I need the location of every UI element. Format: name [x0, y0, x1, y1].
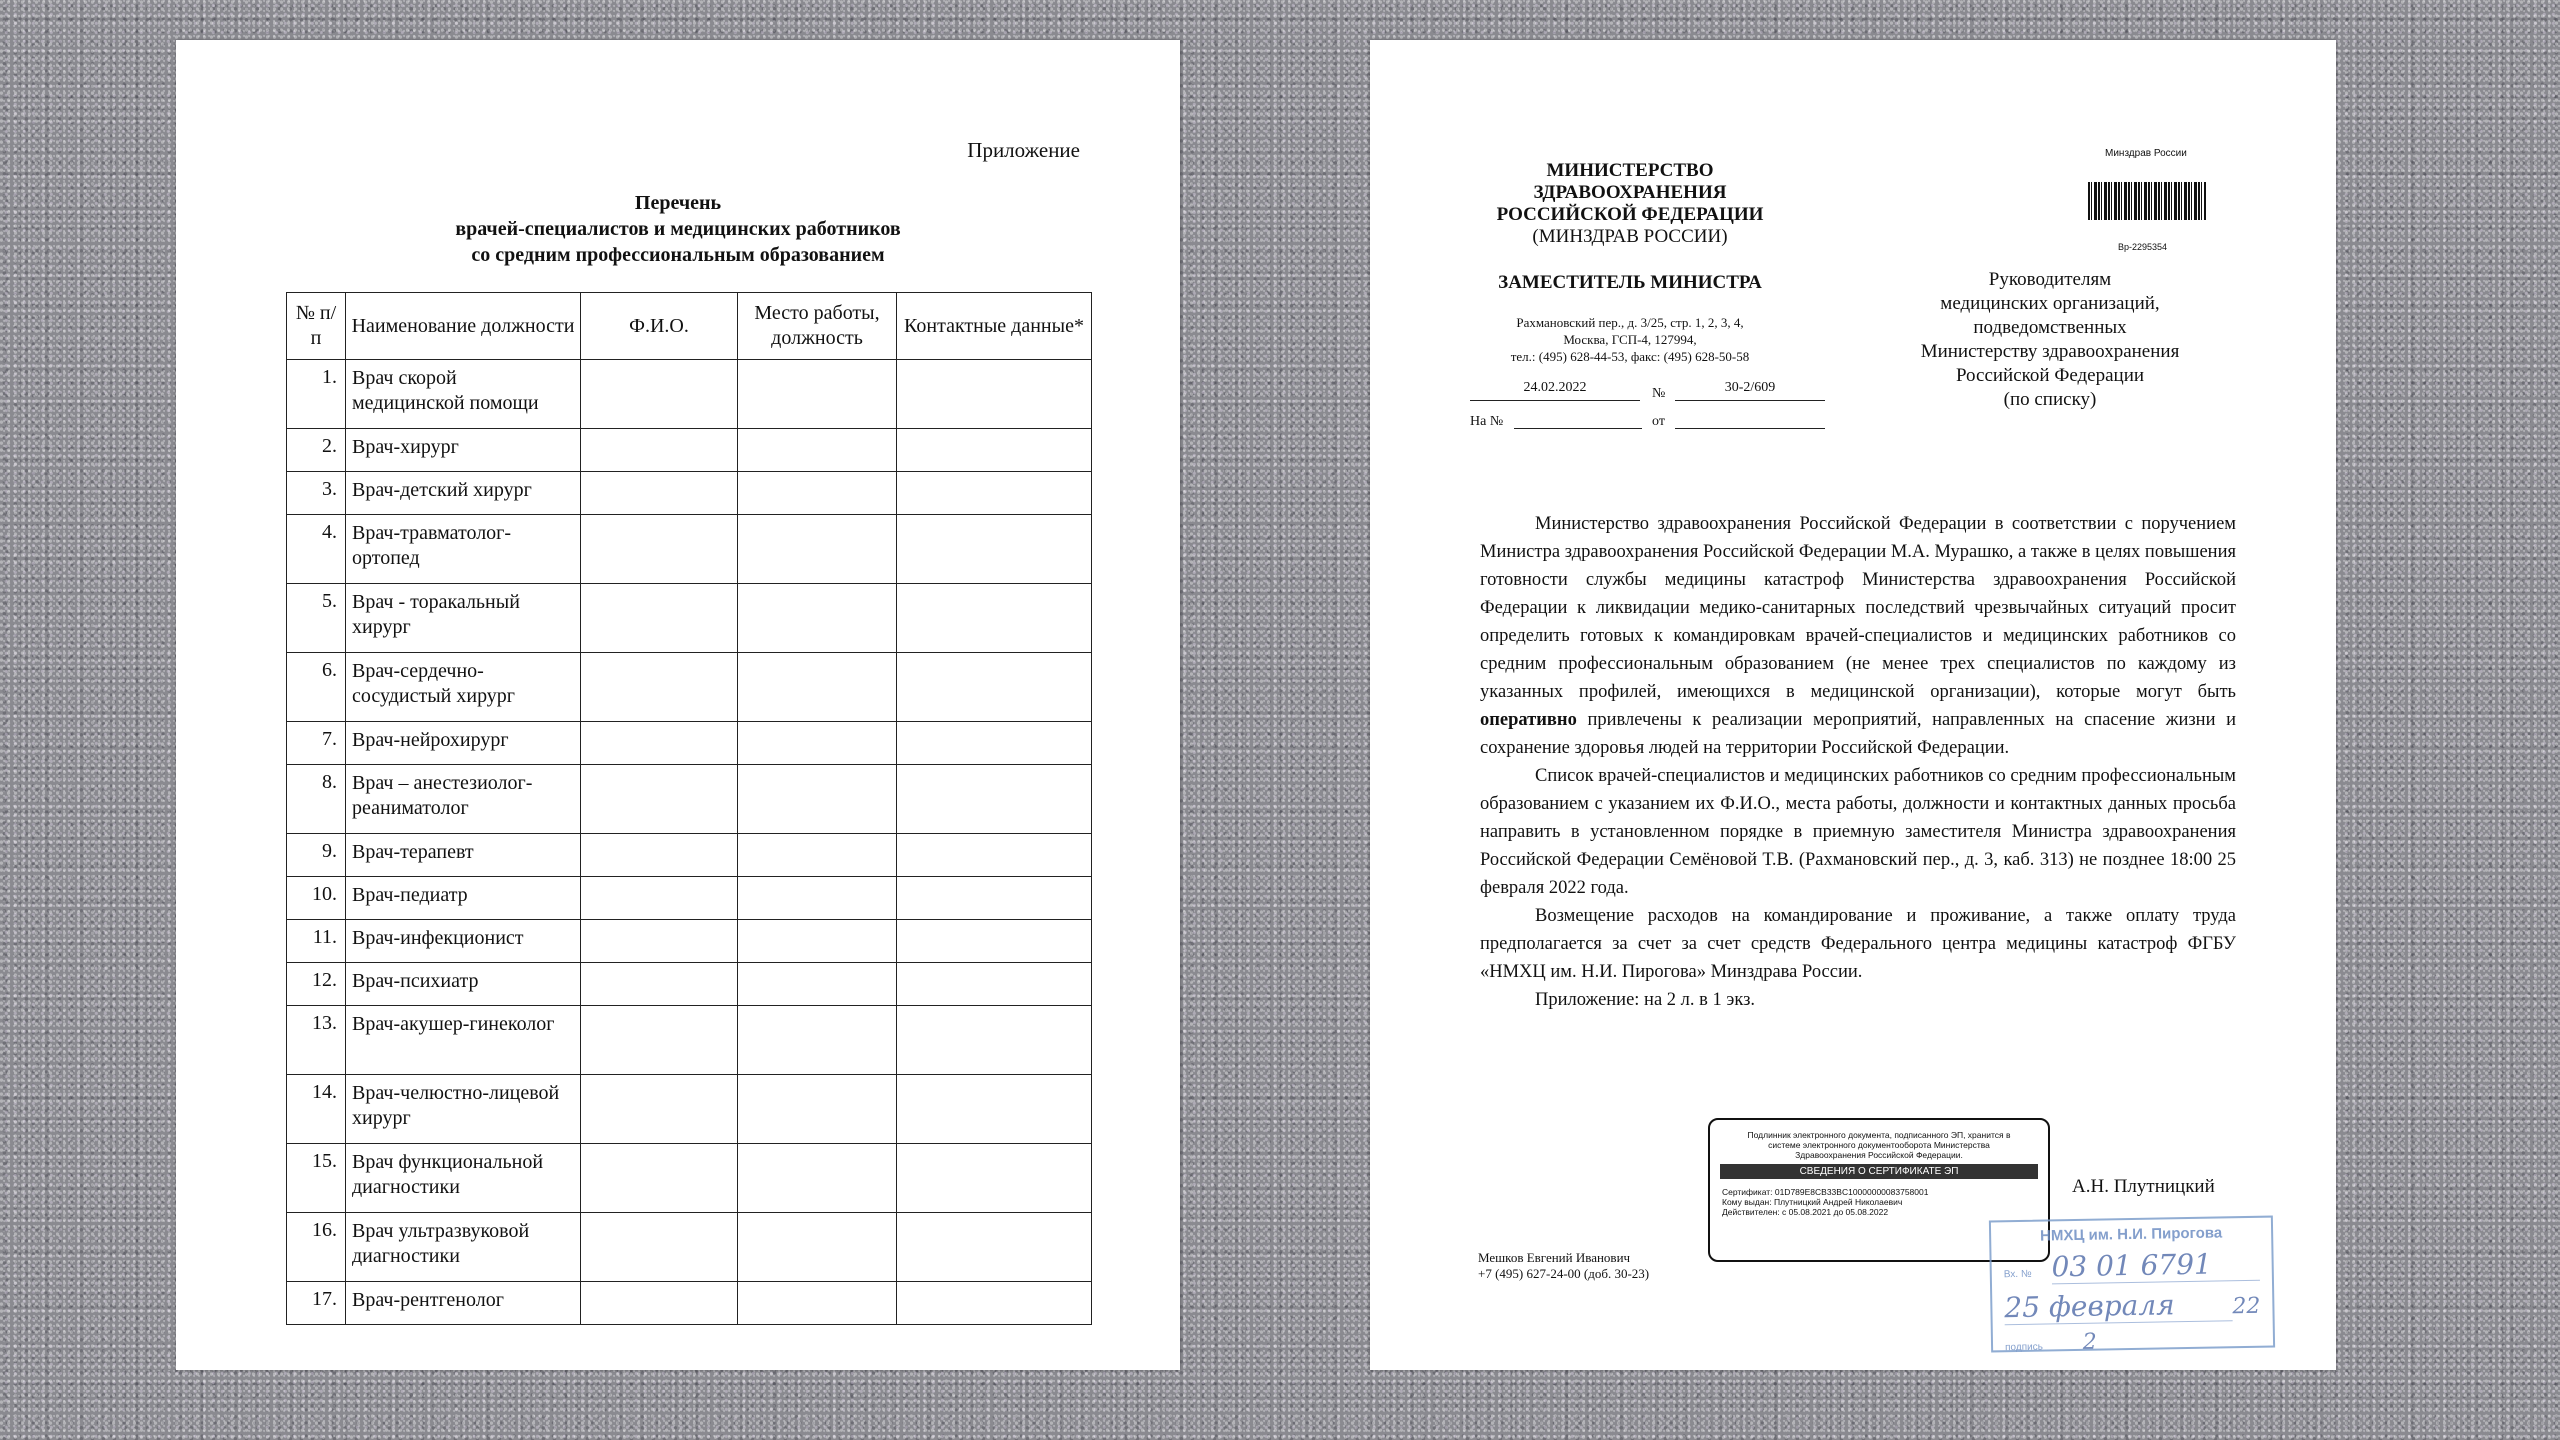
- row-contacts-cell: [897, 765, 1092, 834]
- ref-label: На №: [1470, 414, 1504, 429]
- table-row: [287, 1213, 1092, 1282]
- row-workplace-cell: [738, 920, 897, 963]
- row-name-cell: [581, 360, 738, 429]
- row-contacts-cell: [897, 584, 1092, 653]
- executor-name: Мешков Евгений Иванович: [1478, 1250, 1631, 1265]
- certificate-validity: Действителен: с 05.08.2021 до 05.08.2022: [1722, 1207, 1889, 1217]
- executor-phone: +7 (495) 627-24-00 (доб. 30-23): [1478, 1266, 1650, 1281]
- row-position: Врач-психиатр: [346, 963, 581, 1006]
- emphasis-operatively: оперативно: [1480, 710, 1577, 730]
- letter-page: [1370, 40, 2336, 1370]
- ref-field: [1514, 414, 1642, 429]
- row-workplace-cell: [738, 877, 897, 920]
- table-body: [287, 360, 1092, 1325]
- row-number: 3.: [287, 472, 346, 515]
- recipient-line: Российской Федерации: [1955, 365, 2145, 386]
- paragraph-request: [1480, 510, 2236, 762]
- row-contacts-cell: [897, 653, 1092, 722]
- row-name-cell: [581, 653, 738, 722]
- table-header-row: [287, 293, 1092, 360]
- col-header-contacts: Контактные данные*: [897, 293, 1092, 360]
- row-position: Врач-акушер-гинеколог: [346, 1006, 581, 1075]
- paragraph-text: привлечены к реализации мероприятий, направленных на спасение жизни и сохранение здоровья людей на территории Российской Федерации.: [1480, 710, 2236, 758]
- row-workplace-cell: [738, 1213, 897, 1282]
- row-workplace-cell: [738, 515, 897, 584]
- recipient-line: медицинских организаций,: [1940, 293, 2160, 314]
- row-contacts-cell: [897, 1282, 1092, 1325]
- table-row: [287, 515, 1092, 584]
- col-header-workplace: Место работы, должность: [738, 293, 897, 360]
- signer-name: А.Н. Плутницкий: [2072, 1176, 2215, 1197]
- row-workplace-cell: [738, 584, 897, 653]
- row-name-cell: [581, 1006, 738, 1075]
- stamp-in-label: Вх. №: [2003, 1268, 2032, 1281]
- row-number: 1.: [287, 360, 346, 429]
- row-name-cell: [581, 429, 738, 472]
- ministry-line: МИНИСТЕРСТВО: [1546, 160, 1714, 181]
- row-name-cell: [581, 877, 738, 920]
- row-contacts-cell: [897, 1006, 1092, 1075]
- appendix-label: Приложение: [967, 138, 1080, 162]
- paragraph-submission: Список врачей-специалистов и медицинских работников со средним профессиональным образованием с указанием их Ф.И.О., места работы, должности и контактных данных просьба направить в установленном порядке в приемную заместителя Министра здравоохранения Российской Федерации Семёновой Т.В. (Рахмановский пер., д. 3, каб. 313) не позднее 18:00 25 февраля 2022 года.: [1480, 766, 2236, 898]
- row-contacts-cell: [897, 834, 1092, 877]
- executor-block: [1478, 1250, 1649, 1282]
- row-position: Врач-травматолог-ортопед: [346, 515, 581, 584]
- ministry-header: [1470, 160, 1790, 248]
- row-contacts-cell: [897, 1075, 1092, 1144]
- row-workplace-cell: [738, 834, 897, 877]
- row-workplace-cell: [738, 653, 897, 722]
- recipient-line: Министерству здравоохранения: [1920, 341, 2180, 362]
- row-workplace-cell: [738, 1282, 897, 1325]
- row-name-cell: [581, 1075, 738, 1144]
- registration-block: [1470, 380, 1810, 448]
- row-workplace-cell: [738, 360, 897, 429]
- table-row: [287, 877, 1092, 920]
- row-position: Врач-инфекционист: [346, 920, 581, 963]
- table-row: [287, 429, 1092, 472]
- paragraph-attachment: Приложение: на 2 л. в 1 экз.: [1535, 990, 1756, 1010]
- row-name-cell: [581, 584, 738, 653]
- col-header-number: № п/п: [287, 293, 346, 360]
- incoming-stamp: [1989, 1216, 2275, 1353]
- col-header-name: Ф.И.О.: [581, 293, 738, 360]
- table-row: [287, 584, 1092, 653]
- table-row: [287, 1006, 1092, 1075]
- row-workplace-cell: [738, 765, 897, 834]
- row-contacts-cell: [897, 1144, 1092, 1213]
- row-name-cell: [581, 920, 738, 963]
- recipient-line: Руководителям: [1988, 269, 2112, 290]
- barcode-icon: [2088, 182, 2206, 220]
- row-name-cell: [581, 722, 738, 765]
- row-position: Врач - торакальный хирург: [346, 584, 581, 653]
- signature-info: [1710, 1183, 2048, 1221]
- row-contacts-cell: [897, 1213, 1092, 1282]
- row-number: 10.: [287, 877, 346, 920]
- row-number: 17.: [287, 1282, 346, 1325]
- stamp-signed-label: подпись: [2004, 1341, 2043, 1354]
- row-number: 6.: [287, 653, 346, 722]
- row-number: 15.: [287, 1144, 346, 1213]
- number-label: №: [1652, 386, 1666, 401]
- row-name-cell: [581, 963, 738, 1006]
- specialists-table: [286, 292, 1092, 1325]
- signature-certificate-bar: СВЕДЕНИЯ О СЕРТИФИКАТЕ ЭП: [1720, 1164, 2038, 1179]
- table-row: [287, 722, 1092, 765]
- letter-body: [1480, 510, 2236, 1014]
- row-workplace-cell: [738, 722, 897, 765]
- row-workplace-cell: [738, 1006, 897, 1075]
- row-position: Врач-терапевт: [346, 834, 581, 877]
- row-position: Врач функциональной диагностики: [346, 1144, 581, 1213]
- row-workplace-cell: [738, 429, 897, 472]
- certificate-id: Сертификат: 01D789E8CB33BC10000000083758001: [1722, 1187, 1929, 1197]
- recipient-line: (по списку): [2003, 389, 2097, 410]
- ministry-line: ЗДРАВООХРАНЕНИЯ: [1533, 182, 1727, 203]
- row-number: 11.: [287, 920, 346, 963]
- ministry-address: [1470, 314, 1790, 365]
- signature-header: Подлинник электронного документа, подписанного ЭП, хранится в системе электронного документооборота Министерства Здравоохранения Российской Федерации.: [1747, 1130, 2011, 1160]
- row-name-cell: [581, 515, 738, 584]
- list-title-line: врачей-специалистов и медицинских работников: [455, 218, 901, 240]
- row-number: 12.: [287, 963, 346, 1006]
- stamp-header: НМХЦ им. Н.И. Пирогова: [2039, 1224, 2223, 1245]
- table-row: [287, 1075, 1092, 1144]
- row-number: 13.: [287, 1006, 346, 1075]
- row-number: 16.: [287, 1213, 346, 1282]
- table-row: [287, 1282, 1092, 1325]
- from-field: [1675, 414, 1825, 429]
- row-name-cell: [581, 834, 738, 877]
- stamp-date: 25 февраля: [2004, 1287, 2233, 1325]
- corner-label: Минздрав России: [2105, 148, 2187, 159]
- row-position: Врач-хирург: [346, 429, 581, 472]
- address-line: Москва, ГСП-4, 127994,: [1563, 332, 1697, 347]
- paragraph-text: Министерство здравоохранения Российской Федерации в соответствии с поручением Министра здравоохранения Российской Федерации М.А. Мурашко, а также в целях повышения готовности службы медицины катастроф Министерства здравоохранения Российской Федерации к ликвидации медико-санитарных последствий чрезвычайных ситуаций просит определить готовых к командировкам врачей-специалистов и медицинских работников со средним профессиональным образованием (не менее трех специалистов по каждому из указанных профилей, имеющихся в медицинской организации), которые могут быть: [1480, 514, 2236, 702]
- row-contacts-cell: [897, 877, 1092, 920]
- stamp-copies: 2: [2082, 1329, 2098, 1355]
- letter-date: 24.02.2022: [1470, 380, 1640, 401]
- row-number: 7.: [287, 722, 346, 765]
- appendix-page: [176, 40, 1180, 1370]
- row-number: 4.: [287, 515, 346, 584]
- table-row: [287, 963, 1092, 1006]
- row-name-cell: [581, 1282, 738, 1325]
- row-position: Врач скорой медицинской помощи: [346, 360, 581, 429]
- table-row: [287, 834, 1092, 877]
- row-workplace-cell: [738, 963, 897, 1006]
- row-number: 14.: [287, 1075, 346, 1144]
- ministry-short: (МИНЗДРАВ РОССИИ): [1532, 226, 1728, 247]
- row-name-cell: [581, 1213, 738, 1282]
- row-workplace-cell: [738, 1075, 897, 1144]
- row-contacts-cell: [897, 722, 1092, 765]
- row-position: Врач-рентгенолог: [346, 1282, 581, 1325]
- stamp-in-number: 03 01 6791: [2051, 1247, 2260, 1285]
- list-title: [176, 190, 1180, 268]
- row-position: Врач – анестезиолог-реаниматолог: [346, 765, 581, 834]
- letter-number: 30-2/609: [1675, 380, 1825, 401]
- row-position: Врач-сердечно-сосудистый хирург: [346, 653, 581, 722]
- row-name-cell: [581, 765, 738, 834]
- address-line: тел.: (495) 628-44-53, факс: (495) 628-50-58: [1510, 349, 1750, 364]
- row-position: Врач-педиатр: [346, 877, 581, 920]
- address-line: Рахмановский пер., д. 3/25, стр. 1, 2, 3, 4,: [1516, 315, 1744, 330]
- ministry-line: РОССИЙСКОЙ ФЕДЕРАЦИИ: [1496, 204, 1764, 225]
- paragraph-expenses: Возмещение расходов на командирование и проживание, а также оплату труда предполагается за счет за счет средств Федерального центра медицины катастроф ФГБУ «НМХЦ им. Н.И. Пирогова» Минздрава России.: [1480, 906, 2236, 982]
- list-title-line: Перечень: [634, 192, 722, 214]
- table-row: [287, 653, 1092, 722]
- row-position: Врач-детский хирург: [346, 472, 581, 515]
- row-number: 9.: [287, 834, 346, 877]
- row-contacts-cell: [897, 360, 1092, 429]
- certificate-owner: Кому выдан: Плутницкий Андрей Николаевич: [1722, 1197, 1903, 1207]
- row-number: 8.: [287, 765, 346, 834]
- row-position: Врач-нейрохирург: [346, 722, 581, 765]
- table-row: [287, 1144, 1092, 1213]
- recipient-line: подведомственных: [1973, 317, 2127, 338]
- row-name-cell: [581, 1144, 738, 1213]
- row-name-cell: [581, 472, 738, 515]
- row-workplace-cell: [738, 1144, 897, 1213]
- col-header-position: Наименование должности: [346, 293, 581, 360]
- barcode-number: Вр-2295354: [2118, 242, 2168, 252]
- table-row: [287, 360, 1092, 429]
- row-position: Врач-челюстно-лицевой хирург: [346, 1075, 581, 1144]
- recipient-block: [1880, 268, 2220, 412]
- row-contacts-cell: [897, 963, 1092, 1006]
- table-row: [287, 920, 1092, 963]
- row-number: 5.: [287, 584, 346, 653]
- row-workplace-cell: [738, 472, 897, 515]
- row-contacts-cell: [897, 429, 1092, 472]
- from-label: от: [1652, 414, 1665, 429]
- row-position: Врач ультразвуковой диагностики: [346, 1213, 581, 1282]
- row-contacts-cell: [897, 920, 1092, 963]
- deputy-title: ЗАМЕСТИТЕЛЬ МИНИСТРА: [1498, 272, 1762, 293]
- row-contacts-cell: [897, 472, 1092, 515]
- table-row: [287, 472, 1092, 515]
- row-number: 2.: [287, 429, 346, 472]
- list-title-line: со средним профессиональным образованием: [471, 244, 885, 266]
- row-contacts-cell: [897, 515, 1092, 584]
- table-row: [287, 765, 1092, 834]
- stamp-year: 22: [2232, 1293, 2261, 1320]
